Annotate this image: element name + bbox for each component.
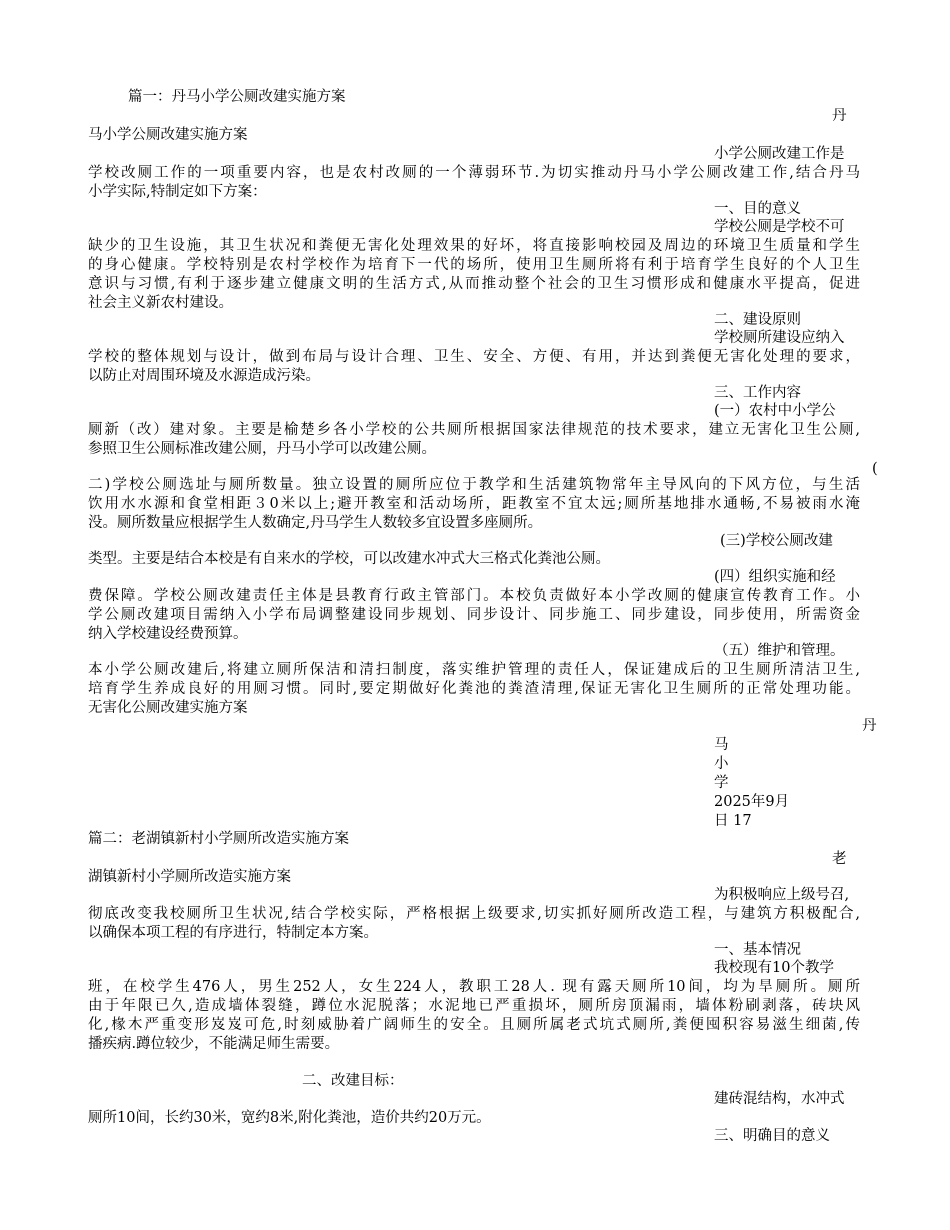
- text-line: 播疾病.蹲位较少，不能满足师生需要。: [88, 1036, 340, 1052]
- text-line: 饮用水水源和食堂相距３0米以上;避开教室和活动场所，距教室不宜太远;厕所基地排水通畅,不易被雨水淹: [88, 496, 860, 512]
- text-line: 建砖混结构，水冲式: [714, 1091, 845, 1107]
- section-title-1: 篇一：丹马小学公厕改建实施方案: [128, 89, 346, 105]
- text-line: 丹: [832, 108, 847, 124]
- text-line: 社会主义新农村建设。: [88, 295, 233, 311]
- text-line: 学校的整体规划与设计，做到布局与设计合理、卫生、安全、方便、有用，并达到粪便无害化处理的要求，: [88, 349, 860, 365]
- text-line: (四）组织实施和经: [714, 569, 836, 585]
- text-line: 以确保本项工程的有序进行，特制定本方案。: [88, 925, 378, 941]
- text-line: 为积极响应上级号召,: [714, 887, 850, 903]
- text-line: 纳入学校建设经费预算。: [88, 626, 248, 642]
- text-line: (三)学校公厕改建: [720, 533, 833, 549]
- signature-date: 日 17: [714, 813, 752, 829]
- text-line: 费保障。学校公厕改建责任主体是县教育行政主管部门。本校负责做好本小学改厕的健康宣传教育工作。小: [88, 588, 860, 604]
- text-line: 小学实际,特制定如下方案：: [88, 184, 267, 200]
- text-line: 厕新（改）建对象。主要是榆楚乡各小学校的公共厕所根据国家法律规范的技术要求，建立无害化卫生公厕,: [88, 422, 860, 438]
- text-line: 班，在校学生476人，男生252人，女生224人，教职工28人. 现有露天厕所10间，均为旱厕所。厕所: [88, 979, 860, 995]
- text-line: 学公厕改建项目需纳入小学布局调整建设同步规划、同步设计、同步施工、同步建设，同步使用，所需资金: [88, 607, 860, 623]
- signature-line: 学: [714, 775, 729, 791]
- signature-line: 丹: [862, 718, 877, 734]
- heading: 三、工作内容: [714, 385, 801, 401]
- text-line: (一）农村中小学公: [714, 403, 836, 419]
- signature-line: 马: [714, 737, 729, 753]
- text-line: 老: [832, 851, 847, 867]
- text-line: 类型。主要是结合本校是有自来水的学校，可以改建水冲式大三格式化粪池公厕。: [88, 551, 610, 567]
- text-line: 学校厕所建设应纳入: [714, 330, 845, 346]
- text-line: 彻底改变我校厕所卫生状况,结合学校实际，严格根据上级要求,切实抓好厕所改造工程，与建筑方积极配合,: [88, 906, 860, 922]
- text-line: 的身心健康。学校特别是农村学校作为培育下一代的场所，使用卫生厕所将有利于培育学生良好的个人卫生: [88, 257, 860, 273]
- section-title-2: 篇二：老湖镇新村小学厕所改造实施方案: [88, 831, 349, 847]
- heading: 一、基本情况: [714, 942, 801, 958]
- text-line: 缺少的卫生设施，其卫生状况和粪便无害化处理效果的好坏，将直接影响校园及周边的环境卫生质量和学生: [88, 238, 860, 254]
- text-line: 无害化公厕改建实施方案: [88, 700, 248, 716]
- text-line: 湖镇新村小学厕所改造实施方案: [88, 869, 291, 885]
- text-line: 化,椽木严重变形岌岌可危,时刻威胁着广阔师生的安全。且厕所属老式坑式厕所,粪便囤积容易滋生细菌,传: [88, 1017, 860, 1033]
- text-line: 我校现有10个教学: [714, 960, 834, 976]
- text-line: 二)学校公厕选址与厕所数量。独立设置的厕所应位于教学和生活建筑物常年主导风向的下风方位，与生活: [88, 477, 860, 493]
- text-line: 学校公厕是学校不可: [714, 219, 845, 235]
- text-line: 没。厕所数量应根据学生人数确定,丹马学生人数较多宜设置多座厕所。: [88, 515, 543, 531]
- text-line: 小学公厕改建工作是: [714, 146, 845, 162]
- text-line: 意识与习惯,有利于逐步建立健康文明的生活方式,从而推动整个社会的卫生习惯形成和健康水平提高，促进: [88, 276, 860, 292]
- text-line: 参照卫生公厕标准改建公厕，丹马小学可以改建公厕。: [88, 441, 436, 457]
- heading: 二、建设原则: [714, 312, 801, 328]
- text-line: 学校改厕工作的一项重要内容，也是农村改厕的一个薄弱环节.为切实推动丹马小学公厕改建工作,结合丹马: [88, 165, 860, 181]
- text-line: 马小学公厕改建实施方案: [88, 127, 248, 143]
- text-line: 培育学生养成良好的用厕习惯。同时,要定期做好化粪池的粪渣清理,保证无害化卫生厕所的正常处理功能。: [88, 681, 860, 697]
- signature-line: 小: [714, 756, 729, 772]
- heading: 二、改建目标：: [302, 1073, 404, 1089]
- text-line: （五）维护和管理。: [714, 643, 845, 659]
- text-line: 厕所10间，长约30米，宽约8米,附化粪池，造价共约20万元。: [88, 1110, 491, 1126]
- text-line: (: [872, 461, 878, 477]
- heading: 三、明确目的意义: [714, 1128, 830, 1144]
- text-line: 本小学公厕改建后,将建立厕所保洁和清扫制度，落实维护管理的责任人，保证建成后的卫生厕所清洁卫生,: [88, 662, 860, 678]
- text-line: 以防止对周围环境及水源造成污染。: [88, 368, 320, 384]
- signature-date: 2025年9月: [714, 794, 790, 810]
- heading: 一、目的意义: [714, 201, 801, 217]
- text-line: 由于年限已久,造成墙体裂缝，蹲位水泥脱落；水泥地已严重损坏，厕所房顶漏雨，墙体粉刷剥落，砖块风: [88, 998, 860, 1014]
